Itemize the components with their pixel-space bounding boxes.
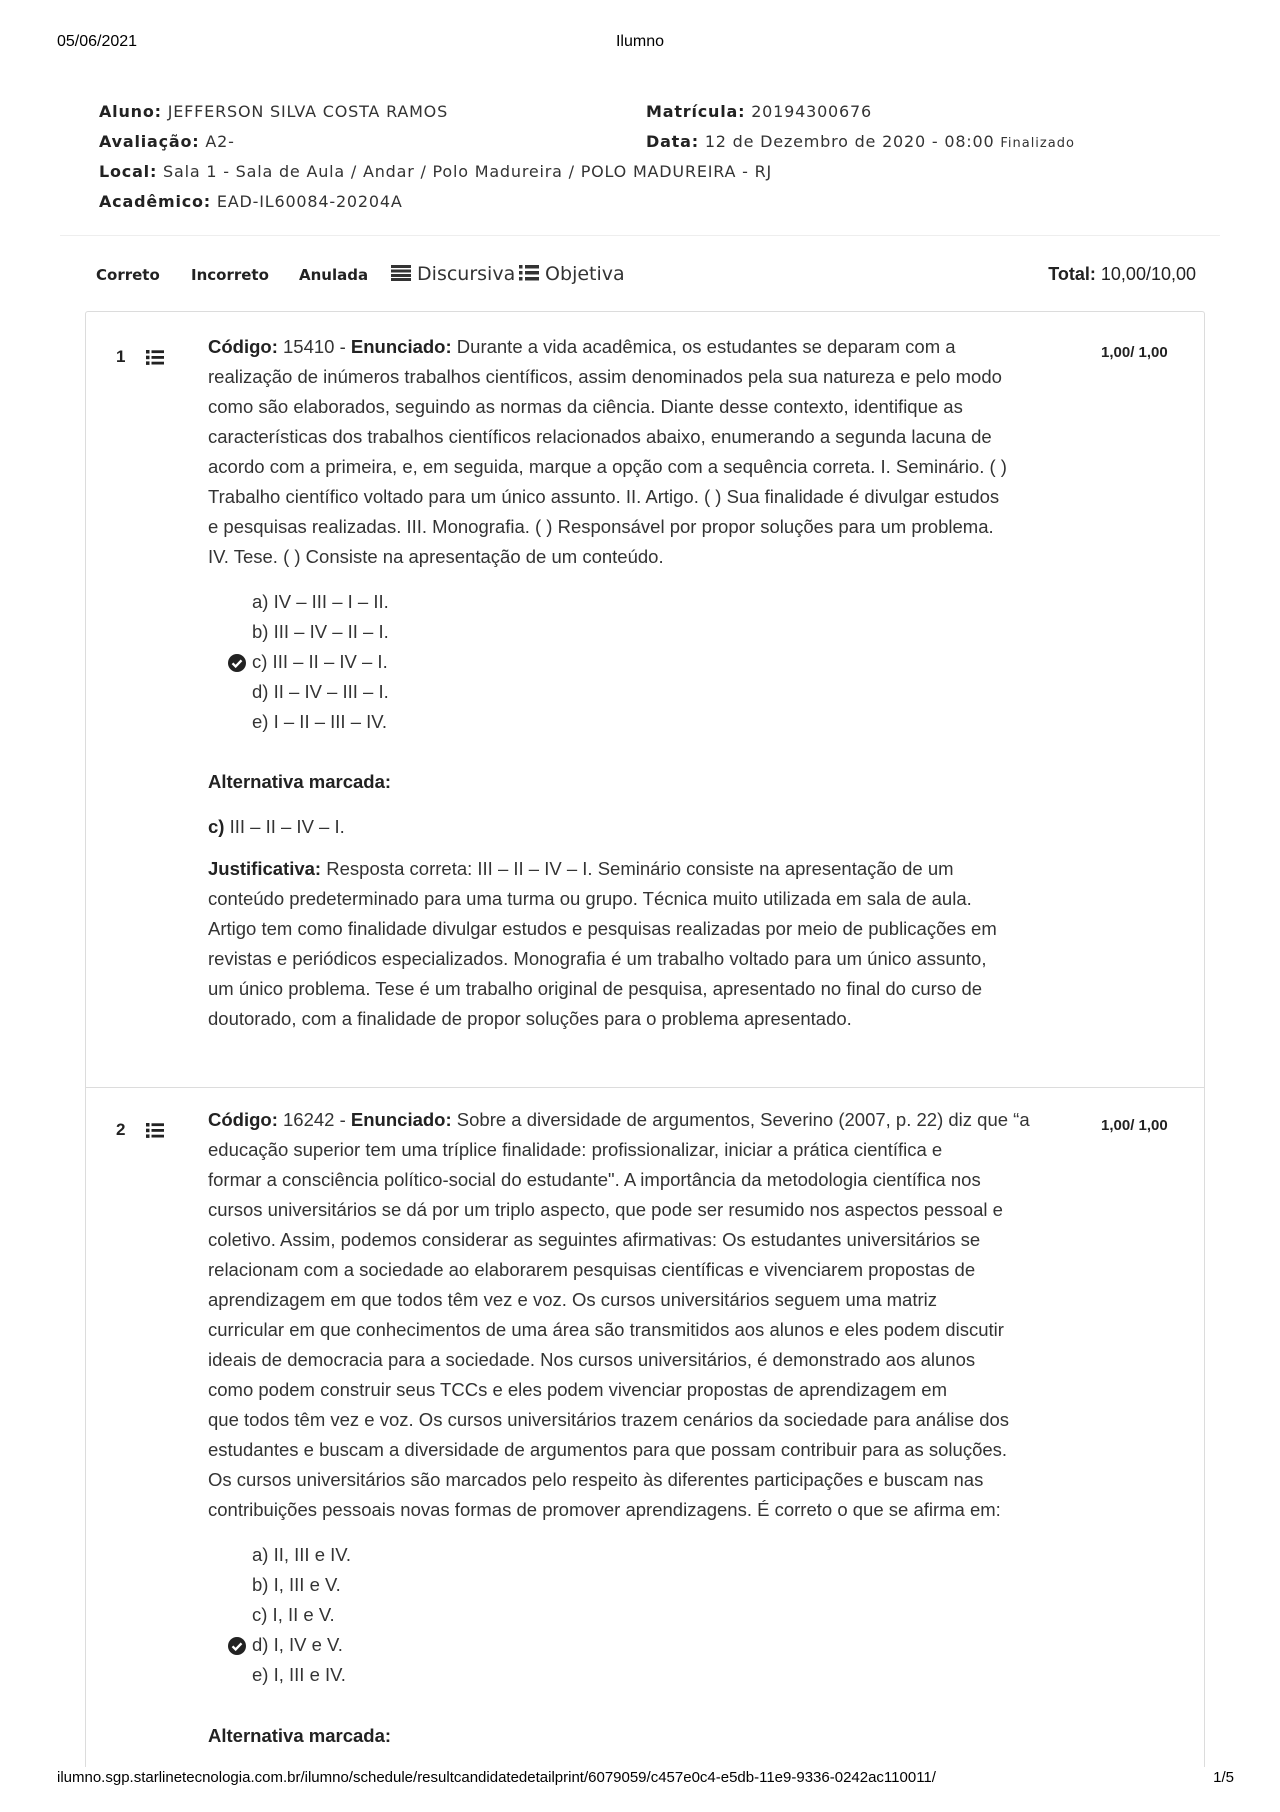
aluno-row	[99, 102, 448, 124]
legend-objetiva-label: Objetiva	[545, 263, 625, 285]
option-e: e) I, III e IV.	[252, 1664, 346, 1685]
list-lines-icon	[391, 265, 411, 281]
statement-line: que todos têm vez e voz. Os cursos universitários trazem cenários da sociedade para análise dos	[208, 1409, 1010, 1430]
justificativa-line	[208, 854, 1078, 884]
academico-label: Acadêmico:	[99, 192, 211, 211]
statement-line: cursos universitários se dá por um triplo aspecto, que pode ser resumido nos aspectos pessoal e	[208, 1199, 1003, 1220]
statement-line: estudantes e buscam a diversidade de argumentos para que possam contribuir para as soluções.	[208, 1439, 1008, 1460]
statement-line: Código: 15410 - Enunciado: Durante a vida acadêmica, os estudantes se deparam com a	[208, 336, 956, 357]
option-a: a) II, III e IV.	[252, 1544, 352, 1565]
option-c	[252, 647, 389, 677]
options-list	[252, 587, 389, 737]
question-number: 2	[116, 1120, 126, 1139]
alternativa-label: Alternativa marcada:	[208, 1725, 392, 1746]
matricula-row	[646, 102, 872, 124]
codigo-label: Código:	[208, 336, 278, 357]
statement-line: relacionam com a sociedade ao elaborarem pesquisas científicas e vivenciarem propostas de	[208, 1259, 976, 1280]
data-row	[646, 132, 1075, 154]
marked-text: III – II – IV – I.	[229, 816, 345, 837]
justificativa-line: revistas e periódicos especializados. Monografia é um trabalho voltado para um único assunto,	[208, 948, 987, 969]
total-label: Total:	[1048, 264, 1096, 284]
check-circle-icon	[228, 654, 246, 672]
data-label: Data:	[646, 132, 699, 151]
academico-value: EAD-IL60084-20204A	[216, 192, 403, 211]
legend-bar	[96, 260, 1196, 290]
statement-text: Durante a vida acadêmica, os estudantes se deparam com a	[456, 336, 956, 357]
statement-line: acordo com a primeira, e, em seguida, marque a opção com a sequência correta. I. Seminário. ( )	[208, 456, 1007, 477]
legend-discursiva-label: Discursiva	[417, 263, 516, 285]
option-b: b) III – IV – II – I.	[252, 621, 389, 642]
statement-line: aprendizagem em que todos têm vez e voz. Os cursos universitários seguem uma matriz	[208, 1289, 938, 1310]
statement-line: como podem construir seus TCCs e eles podem vivenciar propostas de aprendizagem em	[208, 1379, 947, 1400]
local-value: Sala 1 - Sala de Aula / Andar / Polo Madureira / POLO MADUREIRA - RJ	[163, 162, 773, 181]
check-circle-icon	[228, 1637, 246, 1655]
legend-incorreto[interactable]: Incorreto	[191, 266, 269, 284]
legend-correto[interactable]: Correto	[96, 266, 160, 284]
statement-line: curricular em que conhecimentos de uma área são transmitidos aos alunos e eles podem discutir	[208, 1319, 1004, 1340]
option-d-label: d) I, IV e V.	[252, 1634, 343, 1655]
question-statement	[208, 332, 1078, 572]
print-title: Ilumno	[615, 33, 665, 50]
statement-line: coletivo. Assim, podemos considerar as seguintes afirmativas: Os estudantes universitários se	[208, 1229, 981, 1250]
local-label: Local:	[99, 162, 158, 181]
matricula-label: Matrícula:	[646, 102, 746, 121]
statement-text: Sobre a diversidade de argumentos, Severino (2007, p. 22) diz que “a	[456, 1109, 1030, 1130]
codigo-value: 16242	[283, 1109, 335, 1130]
objective-list-icon	[146, 350, 164, 365]
status-text: Finalizado	[1000, 136, 1075, 151]
statement-line: contribuições pessoais novas formas de promover aprendizagens. É correto o que se afirma em:	[208, 1499, 1001, 1520]
option-c-label: c) III – II – IV – I.	[252, 651, 388, 672]
justificativa-line: Artigo tem como finalidade divulgar estudos e pesquisas realizadas por meio de publicações em	[208, 918, 997, 939]
matricula-value: 20194300676	[751, 102, 872, 121]
statement-line: como são elaborados, seguindo as normas da ciência. Diante desse contexto, identifique as	[208, 396, 963, 417]
legend-objetiva[interactable]	[519, 263, 625, 285]
question-number: 1	[116, 347, 126, 366]
question-statement	[208, 1105, 1078, 1525]
statement-line: características dos trabalhos científicos relacionados abaixo, enumerando a segunda lacuna de	[208, 426, 992, 447]
option-d	[252, 1630, 351, 1660]
enunciado-label: Enunciado:	[350, 336, 452, 357]
objective-list-icon	[146, 1123, 164, 1138]
justificativa-line: conteúdo predeterminado para uma turma ou grupo. Técnica muito utilizada em sala de aula.	[208, 888, 972, 909]
option-e: e) I – II – III – IV.	[252, 711, 388, 732]
avaliacao-row	[99, 132, 235, 154]
list-bullets-icon	[519, 265, 539, 281]
aluno-label: Aluno:	[99, 102, 162, 121]
question-card-1	[85, 311, 1205, 1088]
options-list	[252, 1540, 351, 1690]
codigo-label: Código:	[208, 1109, 278, 1130]
statement-line: formar a consciência político-social do estudante". A importância da metodologia científica nos	[208, 1169, 981, 1190]
option-d: d) II – IV – III – I.	[252, 681, 389, 702]
total-score	[1048, 264, 1196, 285]
statement-line: Os cursos universitários são marcados pelo respeito às diferentes participações e buscam nas	[208, 1469, 984, 1490]
statement-line: IV. Tese. ( ) Consiste na apresentação de um conteúdo.	[208, 546, 664, 567]
justificativa-text: Resposta correta: III – II – IV – I. Seminário consiste na apresentação de um	[326, 858, 954, 879]
legend-anulada[interactable]: Anulada	[299, 266, 369, 284]
legend-discursiva[interactable]	[391, 263, 515, 285]
footer-page-number: 1/5	[1213, 1769, 1234, 1786]
statement-line: educação superior tem uma tríplice finalidade: profissionalizar, iniciar a prática científica e	[208, 1139, 943, 1160]
codigo-value: 15410	[283, 336, 335, 357]
statement-line: Trabalho científico voltado para um único assunto. II. Artigo. ( ) Sua finalidade é divulgar estudos	[208, 486, 1000, 507]
enunciado-label: Enunciado:	[350, 1109, 452, 1130]
question-card-2	[85, 1087, 1205, 1767]
option-c: c) I, II e V.	[252, 1604, 335, 1625]
statement-line: Código: 16242 - Enunciado: Sobre a diversidade de argumentos, Severino (2007, p. 22) diz que “a	[208, 1109, 1030, 1130]
justificativa-line: um único problema. Tese é um trabalho original de pesquisa, apresentado no final do curso de	[208, 978, 983, 999]
print-date: 05/06/2021	[57, 33, 138, 50]
question-score: 1,00/ 1,00	[1101, 344, 1168, 361]
option-b: b) I, III e V.	[252, 1574, 341, 1595]
statement-line: ideais de democracia para a sociedade. Nos cursos universitários, é demonstrado aos alunos	[208, 1349, 976, 1370]
data-value: 12 de Dezembro de 2020 - 08:00	[704, 132, 995, 151]
justificativa	[208, 854, 1078, 1034]
academico-row	[99, 192, 403, 214]
header-divider	[60, 235, 1220, 236]
local-row	[99, 162, 772, 184]
statement-line: realização de inúmeros trabalhos científicos, assim denominados pela sua natureza e pelo modo	[208, 366, 1002, 387]
statement-line: e pesquisas realizadas. III. Monografia. ( ) Responsável por propor soluções para um problema.	[208, 516, 994, 537]
option-a: a) IV – III – I – II.	[252, 591, 389, 612]
total-value: 10,00/10,00	[1100, 264, 1196, 284]
justificativa-label: Justificativa:	[208, 858, 322, 879]
avaliacao-label: Avaliação:	[99, 132, 200, 151]
justificativa-line: doutorado, com a finalidade de propor soluções para o problema apresentado.	[208, 1008, 852, 1029]
marked-answer	[208, 816, 345, 838]
alternativa-label: Alternativa marcada:	[208, 771, 392, 792]
avaliacao-value: A2-	[205, 132, 235, 151]
marked-letter: c)	[208, 816, 225, 837]
aluno-value: JEFFERSON SILVA COSTA RAMOS	[167, 102, 449, 121]
footer-url: ilumno.sgp.starlinetecnologia.com.br/ilumno/schedule/resultcandidatedetailprint/6079059/c457e0c4-e5db-11e9-9336-0242ac110011/	[57, 1769, 936, 1786]
question-score: 1,00/ 1,00	[1101, 1117, 1168, 1134]
